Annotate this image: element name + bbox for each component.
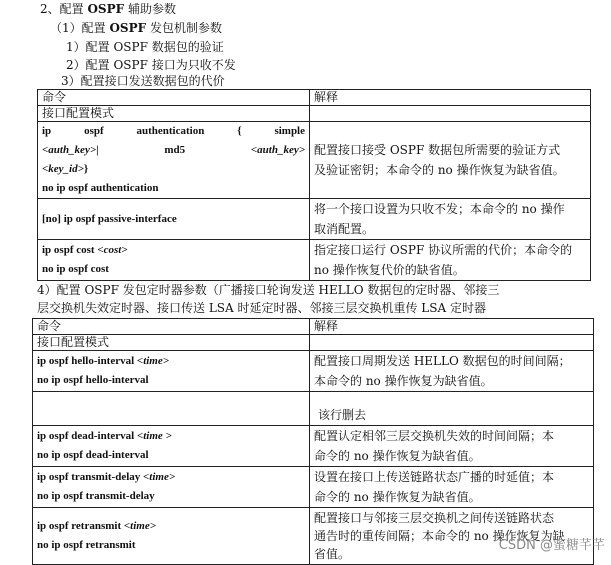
command-cell — [33, 392, 310, 426]
command-cell: ip ospf hello-interval <time> no ip ospf hello-interval — [33, 351, 310, 392]
command-cell: ip ospf dead-interval <time > no ip ospf dead-interval — [33, 426, 310, 467]
table-row — [33, 426, 594, 467]
command-table-2 — [32, 318, 594, 565]
config-mode-label: 接口配置模式 — [33, 335, 310, 351]
command-cell: [no] ip ospf passive-interface — [38, 199, 310, 240]
table-row — [38, 122, 591, 199]
column-header-description: 解释 — [310, 90, 591, 106]
description-cell: 设置在接口上传送链路状态广播的时延值；本 命令的 no 操作恢复为缺省值。 — [310, 467, 594, 508]
config-mode-label: 接口配置模式 — [38, 106, 310, 122]
table-row-deleted — [33, 392, 594, 426]
subsection-heading: （1）配置 OSPF 发包机制参数 — [50, 21, 222, 35]
description-cell: 将一个接口设置为只收不发；本命令的 no 操作 取消配置。 — [310, 199, 591, 240]
command-cell: ip ospf authentication { simple <auth_key>| md5 <auth_key> <key_id>} no ip ospf authentication — [38, 122, 310, 199]
table-row — [38, 199, 591, 240]
list-item: 3）配置接口发送数据包的代价 — [61, 74, 225, 88]
list-item: 1）配置 OSPF 数据包的验证 — [66, 40, 224, 54]
column-header-command: 命令 — [38, 90, 310, 106]
description-cell: 指定接口运行 OSPF 协议所需的代价；本命令的 no 操作恢复代价的缺省值。 — [310, 240, 591, 281]
list-item: 2）配置 OSPF 接口为只收不发 — [66, 58, 236, 72]
section-heading: 2、配置 OSPF 辅助参数 — [40, 2, 176, 16]
description-cell: 配置认定相邻三层交换机失效的时间间隔；本 命令的 no 操作恢复为缺省值。 — [310, 426, 594, 467]
description-cell: 配置接口接受 OSPF 数据包所需要的验证方式 及验证密钥；本命令的 no 操作恢复为缺省值。 — [310, 122, 591, 199]
table-header-row — [38, 90, 591, 106]
command-cell: ip ospf transmit-delay <time> no ip ospf transmit-delay — [33, 467, 310, 508]
command-cell: ip ospf retransmit <time> no ip ospf retransmit — [33, 508, 310, 565]
paragraph-line: 4）配置 OSPF 发包定时器参数（广播接口轮询发送 HELLO 数据包的定时器、邻接三 — [37, 283, 500, 297]
column-header-command: 命令 — [33, 319, 310, 335]
description-cell: 配置接口周期发送 HELLO 数据包的时间间隔； 本命令的 no 操作恢复为缺省值。 — [310, 351, 594, 392]
table-mode-row — [33, 335, 594, 351]
paragraph-line: 层交换机失效定时器、接口传送 LSA 时延定时器、邻接三层交换机重传 LSA 定时器 — [37, 301, 486, 315]
table-header-row — [33, 319, 594, 335]
column-header-description: 解释 — [310, 319, 594, 335]
table-mode-row — [38, 106, 591, 122]
description-cell: 该行删去 — [310, 392, 594, 426]
command-table-1 — [37, 89, 591, 281]
command-cell: ip ospf cost <cost> no ip ospf cost — [38, 240, 310, 281]
watermark: CSDN @蜜糖芊芊 — [498, 538, 605, 553]
description-cell: 配置接口与邻接三层交换机之间传送链路状态 通告时的重传间隔；本命令的 no 操作恢复为缺 省值。 — [310, 508, 594, 565]
table-row — [33, 351, 594, 392]
table-row — [38, 240, 591, 281]
table-row — [33, 467, 594, 508]
